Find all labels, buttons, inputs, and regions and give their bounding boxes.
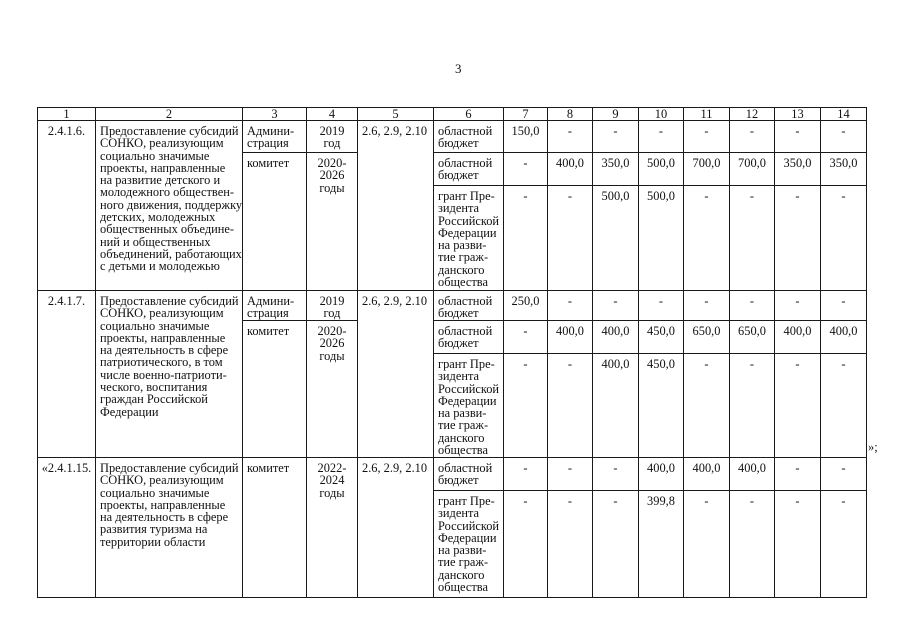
program-measures-table <box>37 107 867 598</box>
column-number: 1 <box>38 108 96 121</box>
amount-cell: - <box>504 354 548 458</box>
indicators-cell: 2.6, 2.9, 2.10 <box>358 458 434 598</box>
amount-cell: - <box>730 186 775 291</box>
amount-cell: 450,0 <box>639 354 684 458</box>
amount-cell: - <box>775 121 821 153</box>
executor-cell: комитет <box>243 321 307 458</box>
amount-cell: - <box>593 458 639 491</box>
amount-cell: - <box>730 121 775 153</box>
measure-description: Предоставление субсидий СОНКО, реализующим социально значимые проекты, направленные на деятельность в сфере патриотического, в том числе военно-патриоти- ческого, воспитания граждан Российской Федерации <box>96 291 243 458</box>
amount-cell: 450,0 <box>639 321 684 354</box>
amount-cell: - <box>593 121 639 153</box>
amount-cell: - <box>821 121 867 153</box>
amount-cell: - <box>504 186 548 291</box>
amount-cell: 400,0 <box>684 458 730 491</box>
amount-cell: - <box>821 186 867 291</box>
amount-cell: 400,0 <box>548 321 593 354</box>
measure-code: 2.4.1.6. <box>38 121 96 291</box>
funding-source-cell: областной бюджет <box>434 458 504 491</box>
header-row <box>38 108 867 121</box>
amount-cell: - <box>548 186 593 291</box>
column-number: 12 <box>730 108 775 121</box>
amount-cell: - <box>730 354 775 458</box>
amount-cell: - <box>593 491 639 598</box>
amount-cell: - <box>821 491 867 598</box>
table-row <box>38 458 867 491</box>
closing-quote-mark: »; <box>868 440 878 454</box>
column-number: 10 <box>639 108 684 121</box>
column-number: 7 <box>504 108 548 121</box>
period-cell: 2020- 2026 годы <box>307 153 358 291</box>
amount-cell: 150,0 <box>504 121 548 153</box>
amount-cell: - <box>684 291 730 321</box>
amount-cell: - <box>504 491 548 598</box>
column-number: 11 <box>684 108 730 121</box>
amount-cell: 650,0 <box>684 321 730 354</box>
amount-cell: - <box>775 186 821 291</box>
amount-cell: 350,0 <box>775 153 821 186</box>
period-cell: 2022- 2024 годы <box>307 458 358 598</box>
funding-source-cell: областной бюджет <box>434 321 504 354</box>
column-number: 2 <box>96 108 243 121</box>
amount-cell: - <box>775 458 821 491</box>
amount-cell: - <box>548 491 593 598</box>
column-number: 3 <box>243 108 307 121</box>
amount-cell: - <box>639 291 684 321</box>
period-cell: 2019 год <box>307 291 358 321</box>
amount-cell: 399,8 <box>639 491 684 598</box>
amount-cell: - <box>821 291 867 321</box>
amount-cell: 400,0 <box>775 321 821 354</box>
funding-source-cell: областной бюджет <box>434 121 504 153</box>
amount-cell: - <box>775 354 821 458</box>
amount-cell: 400,0 <box>821 321 867 354</box>
amount-cell: - <box>730 291 775 321</box>
amount-cell: - <box>548 458 593 491</box>
amount-cell: - <box>548 121 593 153</box>
amount-cell: - <box>684 121 730 153</box>
amount-cell: - <box>821 354 867 458</box>
amount-cell: - <box>684 186 730 291</box>
executor-cell: комитет <box>243 458 307 598</box>
amount-cell: - <box>548 291 593 321</box>
amount-cell: - <box>639 121 684 153</box>
indicators-cell: 2.6, 2.9, 2.10 <box>358 121 434 291</box>
measure-code: «2.4.1.15. <box>38 458 96 598</box>
funding-source-cell: областной бюджет <box>434 291 504 321</box>
amount-cell: 250,0 <box>504 291 548 321</box>
column-number: 4 <box>307 108 358 121</box>
funding-source-cell: грант Пре- зидента Российской Федерации на разви- тие граж- данского общества <box>434 186 504 291</box>
indicators-cell: 2.6, 2.9, 2.10 <box>358 291 434 458</box>
column-number: 8 <box>548 108 593 121</box>
page-number: 3 <box>455 61 462 76</box>
amount-cell: 700,0 <box>684 153 730 186</box>
funding-source-cell: областной бюджет <box>434 153 504 186</box>
period-cell: 2020- 2026 годы <box>307 321 358 458</box>
amount-cell: 350,0 <box>821 153 867 186</box>
amount-cell: - <box>684 354 730 458</box>
executor-cell: Админи- страция <box>243 291 307 321</box>
amount-cell: - <box>504 458 548 491</box>
amount-cell: - <box>504 153 548 186</box>
measure-description: Предоставление субсидий СОНКО, реализующим социально значимые проекты, направленные на развитие детского и молодежного обществен- ного движения, поддержку детских, молодежных общественных объедине- ний и общественных объединений, работающих с детьми и молодежью <box>96 121 243 291</box>
executor-cell: Админи- страция <box>243 121 307 153</box>
amount-cell: 700,0 <box>730 153 775 186</box>
amount-cell: 400,0 <box>593 321 639 354</box>
column-number: 5 <box>358 108 434 121</box>
period-cell: 2019 год <box>307 121 358 153</box>
column-number: 6 <box>434 108 504 121</box>
amount-cell: - <box>684 491 730 598</box>
amount-cell: - <box>730 491 775 598</box>
amount-cell: - <box>548 354 593 458</box>
table-row <box>38 121 867 153</box>
column-number: 9 <box>593 108 639 121</box>
funding-source-cell: грант Пре- зидента Российской Федерации на разви- тие граж- данского общества <box>434 354 504 458</box>
amount-cell: 500,0 <box>593 186 639 291</box>
amount-cell: 350,0 <box>593 153 639 186</box>
executor-cell: комитет <box>243 153 307 291</box>
amount-cell: 400,0 <box>593 354 639 458</box>
column-number: 13 <box>775 108 821 121</box>
amount-cell: - <box>775 291 821 321</box>
table-row <box>38 291 867 321</box>
measure-description: Предоставление субсидий СОНКО, реализующим социально значимые проекты, направленные на деятельность в сфере развития туризма на территории области <box>96 458 243 598</box>
measure-code: 2.4.1.7. <box>38 291 96 458</box>
amount-cell: - <box>504 321 548 354</box>
amount-cell: 400,0 <box>639 458 684 491</box>
amount-cell: 500,0 <box>639 186 684 291</box>
amount-cell: 650,0 <box>730 321 775 354</box>
amount-cell: - <box>775 491 821 598</box>
amount-cell: 400,0 <box>548 153 593 186</box>
column-number: 14 <box>821 108 867 121</box>
funding-source-cell: грант Пре- зидента Российской Федерации на разви- тие граж- данского общества <box>434 491 504 598</box>
amount-cell: 400,0 <box>730 458 775 491</box>
amount-cell: - <box>821 458 867 491</box>
amount-cell: - <box>593 291 639 321</box>
amount-cell: 500,0 <box>639 153 684 186</box>
